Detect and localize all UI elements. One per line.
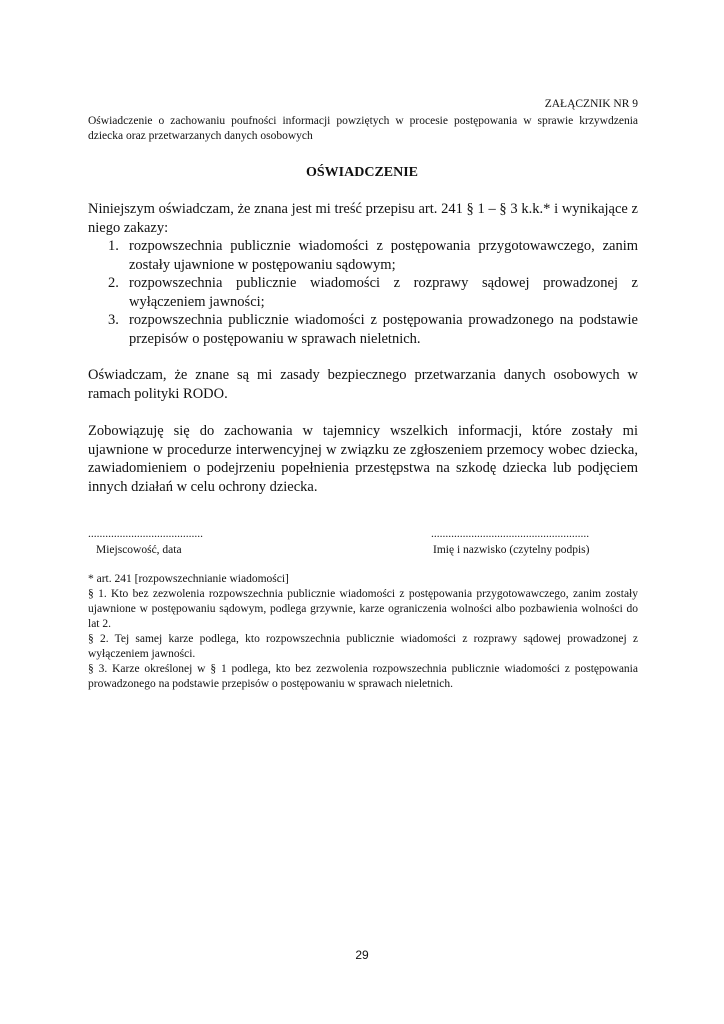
footnotes [88, 572, 638, 692]
footnote-paragraph-3: § 3. Karze określonej w § 1 podlega, kto bez zezwolenia rozpowszechnia publicznie wiadomości z postępowania prowadzonego na podstawie przepisów o postępowaniu w sprawach nieletnich. [88, 663, 638, 690]
list-item [88, 237, 638, 274]
attachment-label: ZAŁĄCZNIK NR 9 [544, 98, 638, 110]
list-text: rozpowszechnia publicznie wiadomości z postępowania prowadzonego na podstawie przepisów o postępowaniu w sprawach nieletnich. [129, 312, 638, 347]
document-title: OŚWIADCZENIE [305, 165, 419, 180]
place-date-label: Miejscowość, data [96, 544, 182, 556]
list-number: 3. [108, 312, 119, 328]
footnote-heading: * art. 241 [rozpowszechnianie wiadomości] [88, 573, 289, 585]
list-item [88, 311, 638, 348]
footnote-paragraph-1: § 1. Kto bez zezwolenia rozpowszechnia publicznie wiadomości z postępowania przygotowawczego, zanim zostały ujawnione w postępowaniu sądowym, podlega grzywnie, karze ograniczenia wolności albo pozbawienia wolności do lat 2. [88, 588, 638, 630]
list-number: 1. [108, 238, 119, 254]
bans-list [88, 237, 638, 348]
commitment-paragraph: Zobowiązuję się do zachowania w tajemnicy wszelkich informacji, które zostały mi ujawnione w procedurze interwencyjnej w związku ze zgłoszeniem przemocy wobec dziecka, zawiadomieniem o podejrzeniu popełnienia przestępstwa na szkodę dziecka lub podjęciem innych działań w celu ochrony dziecka. [88, 423, 638, 495]
document-subtitle: Oświadczenie o zachowaniu poufności informacji powziętych w procesie postępowania w sprawie krzywdzenia dziecka oraz przetwarzanych danych osobowych [88, 115, 638, 142]
intro-paragraph: Niniejszym oświadczam, że znana jest mi treść przepisu art. 241 § 1 – § 3 k.k.* i wynikające z niego zakazy: [88, 201, 638, 236]
name-signature [431, 528, 590, 556]
name-signature-line: ....................................................... [431, 528, 590, 540]
list-number: 2. [108, 275, 119, 291]
list-item [88, 274, 638, 311]
page-number: 29 [355, 948, 369, 962]
footnote-paragraph-2: § 2. Tej samej karze podlega, kto rozpowszechnia publicznie wiadomości z rozprawy sądowej prowadzonej z wyłączeniem jawności. [88, 633, 638, 660]
place-date-signature [88, 528, 203, 556]
rodo-paragraph: Oświadczam, że znane są mi zasady bezpiecznego przetwarzania danych osobowych w ramach polityki RODO. [88, 367, 638, 402]
place-date-line: ........................................ [88, 528, 203, 540]
list-text: rozpowszechnia publicznie wiadomości z rozprawy sądowej prowadzonej z wyłączeniem jawności; [129, 275, 638, 310]
name-signature-label: Imię i nazwisko (czytelny podpis) [433, 544, 590, 556]
list-text: rozpowszechnia publicznie wiadomości z postępowania przygotowawczego, zanim zostały ujawnione w postępowaniu sądowym; [129, 238, 638, 273]
